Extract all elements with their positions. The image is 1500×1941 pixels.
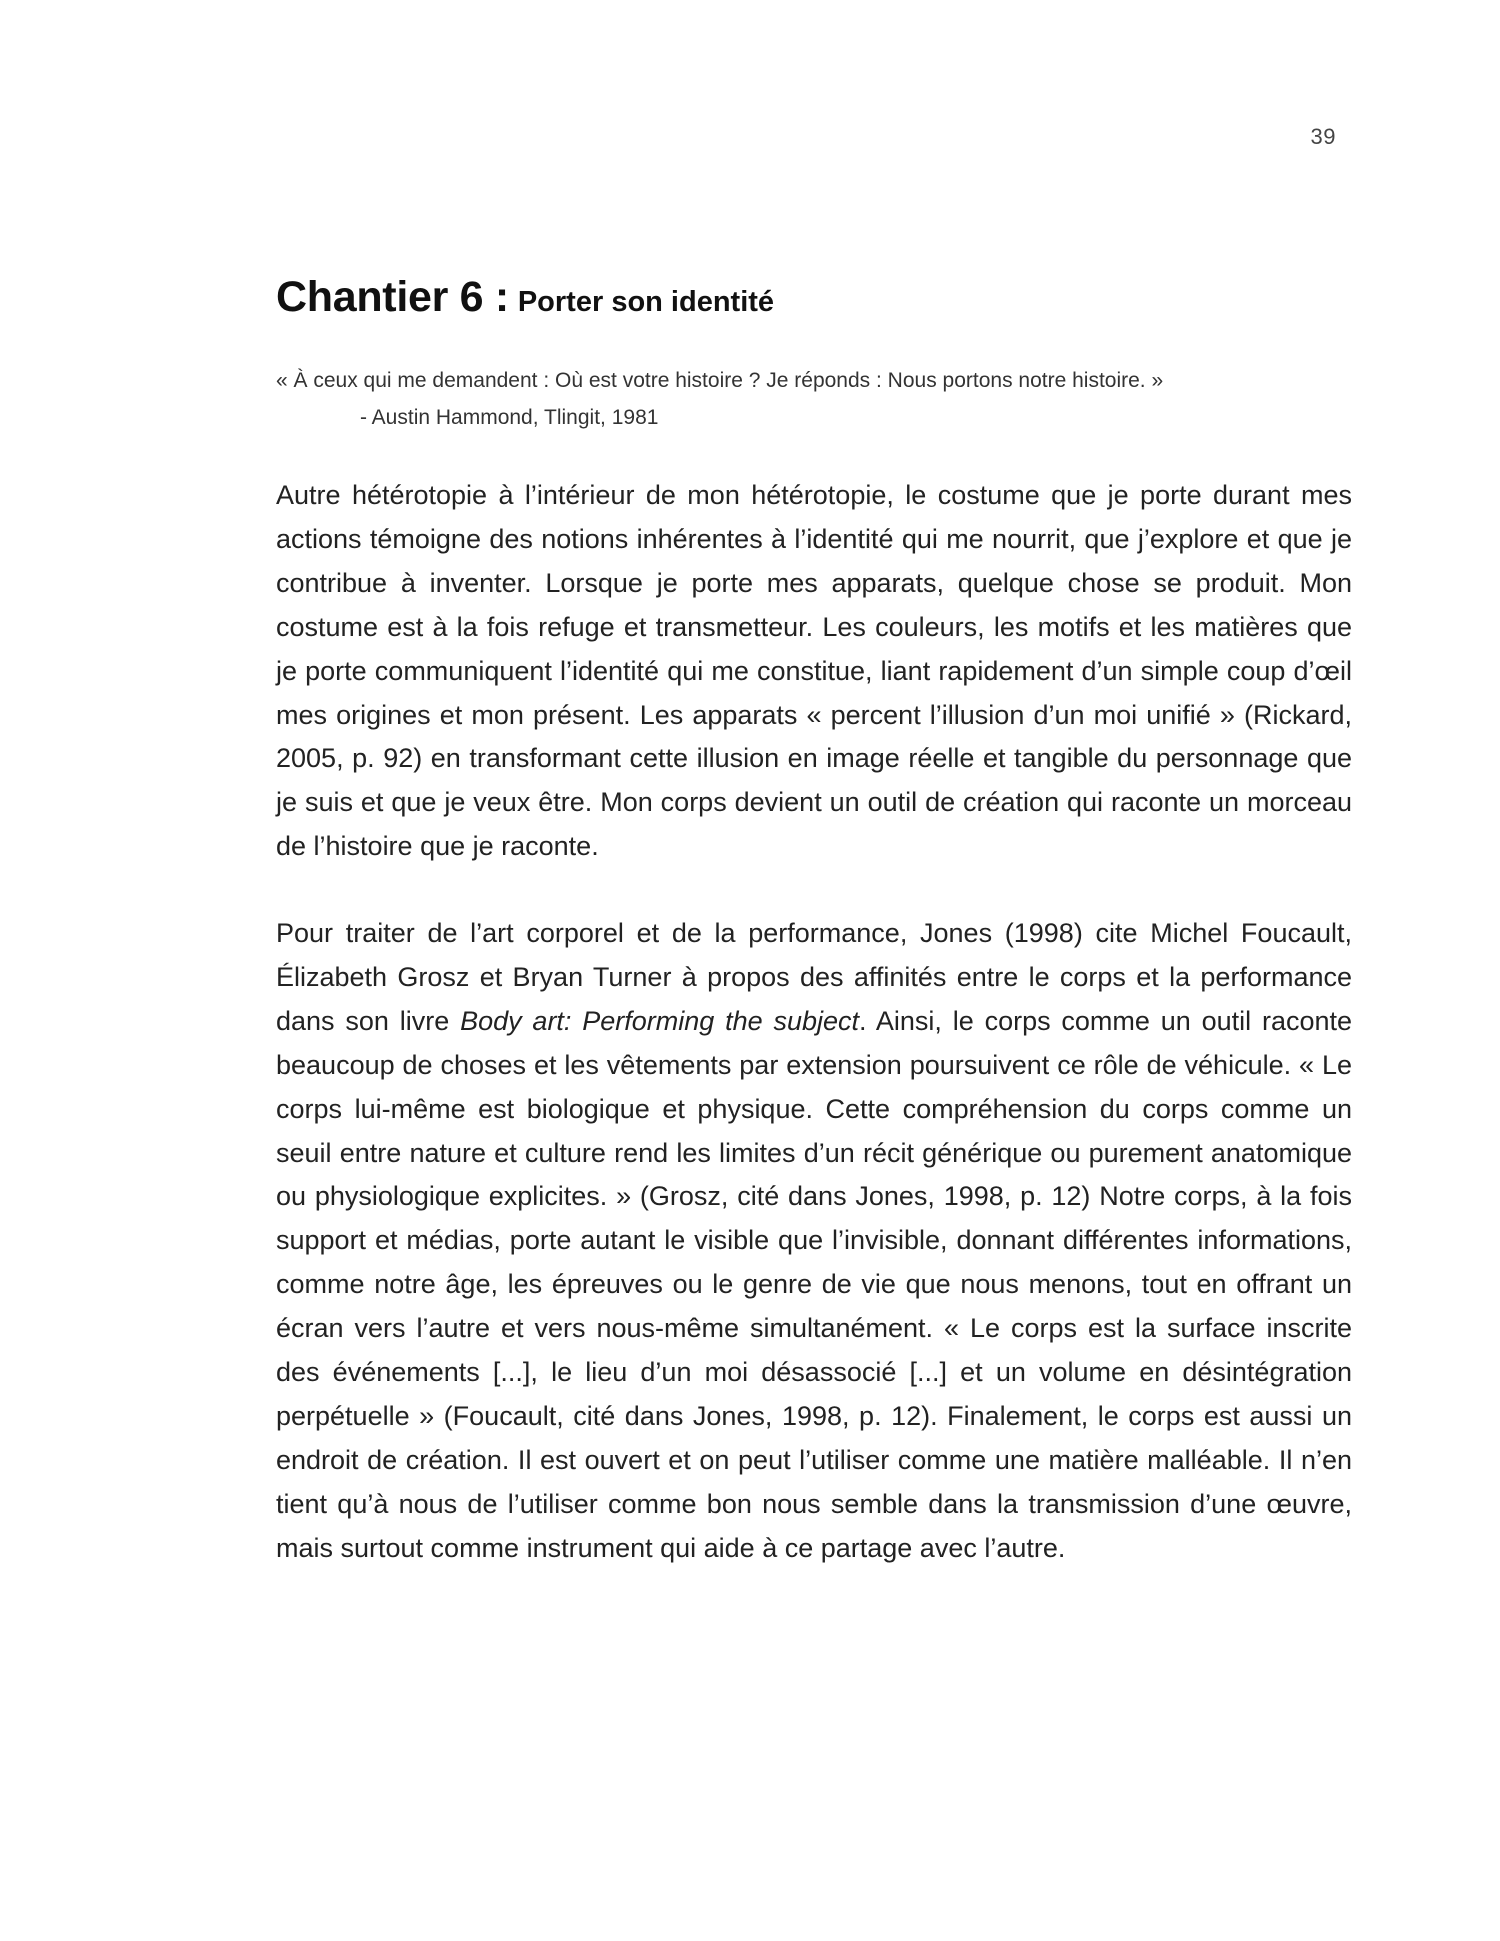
chapter-label: Chantier 6 : bbox=[276, 273, 509, 321]
epigraph-quote: « À ceux qui me demandent : Où est votre histoire ? Je réponds : Nous portons notre histoire. » bbox=[276, 369, 1164, 392]
epigraph-attribution: - Austin Hammond, Tlingit, 1981 bbox=[360, 406, 659, 429]
body-paragraph-2 bbox=[276, 912, 1352, 1571]
chapter-subtitle: Porter son identité bbox=[517, 286, 775, 318]
paragraph-2-text-start: Pour traiter de l’art corporel et de la performance, Jones (1998) cite Michel Foucault, Élizabeth Grosz et Bryan Turner à propos des affinités entre le corps et la performance dans son livre bbox=[276, 918, 1352, 1036]
paragraph-2-text-end: . Ainsi, le corps comme un outil raconte beaucoup de choses et les vêtements par extension poursuivent ce rôle de véhicule. « Le corps lui-même est biologique et physique. Cette compréhension du corps comme un seuil entre nature et culture rend les limites d’un récit générique ou purement anatomique ou physiologique explicites. » (Grosz, cité dans Jones, 1998, p. 12) Notre corps, à la fois support et médias, porte autant le visible que l’invisible, donnant différentes informations, comme notre âge, les épreuves ou le genre de vie que nous menons, tout en offrant un écran vers l’autre et vers nous-même simultanément. « Le corps est la surface inscrite des événements [...], le lieu d’un moi désassocié [...] et un volume en désintégration perpétuelle » (Foucault, cité dans Jones, 1998, p. 12). Finalement, le corps est aussi un endroit de création. Il est ouvert et on peut l’utiliser comme une matière malléable. Il n’en tient qu’à nous de l’utiliser comme bon nous semble dans la transmission d’une œuvre, mais surtout comme instrument qui aide à ce partage avec l’autre. bbox=[276, 1005, 1353, 1563]
book-title: Body art: Performing the subject bbox=[460, 1005, 860, 1036]
epigraph bbox=[276, 362, 1356, 436]
page-number: 39 bbox=[1310, 124, 1336, 149]
body-paragraph-1: Autre hétérotopie à l’intérieur de mon hétérotopie, le costume que je porte durant mes actions témoigne des notions inhérentes à l’identité qui me nourrit, que j’explore et que je contribue à inventer. Lorsque je porte mes apparats, quelque chose se produit. Mon costume est à la fois refuge et transmetteur. Les couleurs, les motifs et les matières que je porte communiquent l’identité qui me constitue, liant rapidement d’un simple coup d’œil mes origines et mon présent. Les apparats « percent l’illusion d’un moi unifié » (Rickard, 2005, p. 92) en transformant cette illusion en image réelle et tangible du personnage que je suis et que je veux être. Mon corps devient un outil de création qui raconte un morceau de l’histoire que je raconte. bbox=[276, 480, 1352, 862]
chapter-heading bbox=[276, 273, 774, 322]
